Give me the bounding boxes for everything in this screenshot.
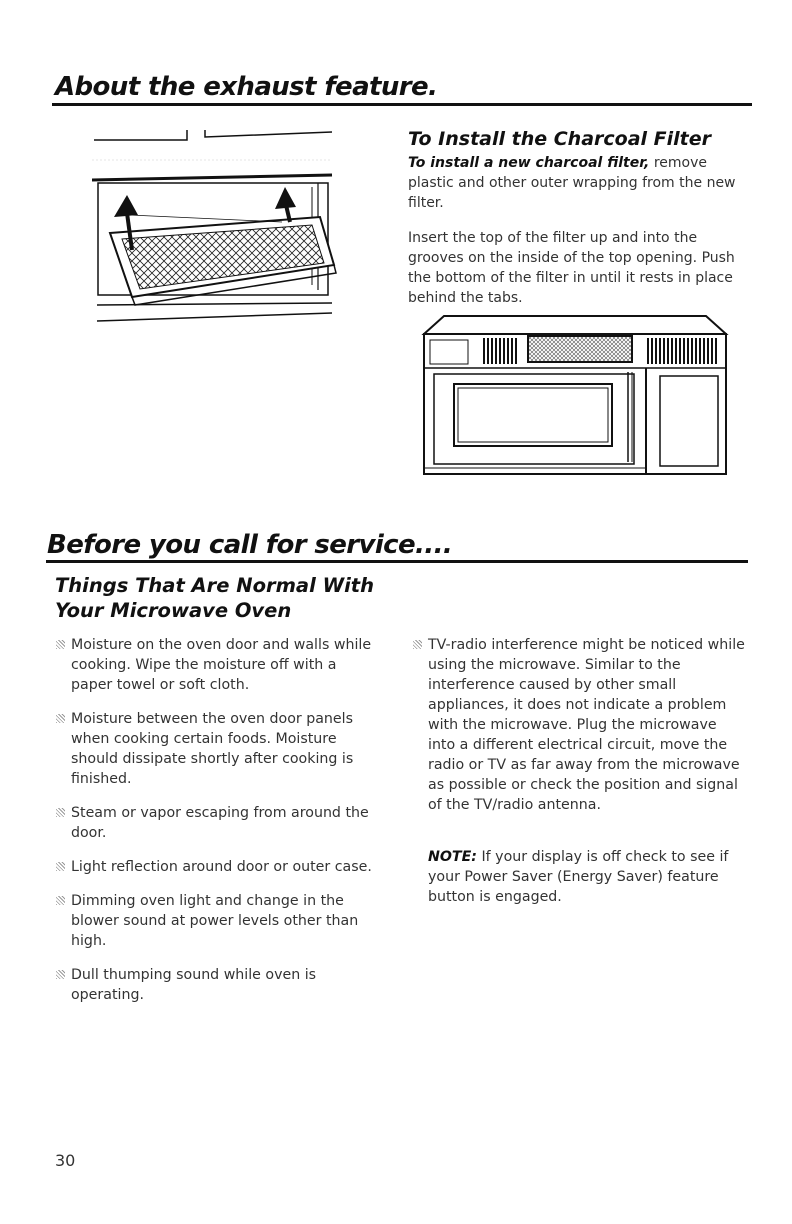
charcoal-filter-illustration — [92, 125, 342, 325]
bullet-icon — [56, 896, 65, 905]
normal-subheading-line-2: Your Microwave Oven — [55, 599, 292, 622]
install-lead: To install a new charcoal filter, — [408, 155, 650, 171]
normal-conditions-list-left — [56, 635, 381, 1019]
page-number: 30 — [55, 1151, 76, 1170]
install-step-2: Insert the top of the filter up and into the grooves on the inside of the top opening. Push the bottom of the filter in until it rests in place behind the tabs. — [408, 230, 735, 306]
list-item: Moisture between the oven door panels when cooking certain foods. Moisture should dissipate shortly after cooking is finished. — [56, 709, 381, 789]
normal-subheading — [55, 573, 374, 623]
normal-conditions-list-right — [413, 635, 748, 829]
section-title-exhaust: About the exhaust feature. — [55, 72, 438, 102]
install-step-1 — [408, 153, 738, 213]
bullet-icon — [56, 640, 65, 649]
normal-subheading-line-1: Things That Are Normal With — [55, 574, 374, 597]
list-item: TV-radio interference might be noticed while using the microwave. Similar to the interference caused by other small appliances, it does not indicate a problem with the microwave. Plug the microwave into a different electrical circuit, move the radio or TV as far away from the microwave as possible or check the position and signal of the TV/radio antenna. — [413, 635, 748, 815]
microwave-illustration — [420, 312, 730, 477]
note-text: If your display is off check to see if your Power Saver (Energy Saver) feature button is engaged. — [428, 849, 729, 905]
list-item: Steam or vapor escaping from around the door. — [56, 803, 381, 843]
bullet-icon — [56, 714, 65, 723]
display-note — [428, 847, 748, 907]
bullet-icon — [56, 808, 65, 817]
list-item: Moisture on the oven door and walls while cooking. Wipe the moisture off with a paper towel or soft cloth. — [56, 635, 381, 695]
install-step-1-text: remove plastic and other outer wrapping from the new filter. — [408, 155, 736, 211]
list-item: Dimming oven light and change in the blower sound at power levels other than high. — [56, 891, 381, 951]
list-item: Light reflection around door or outer case. — [56, 857, 381, 877]
note-label: NOTE: — [428, 849, 477, 865]
section-title-service: Before you call for service.... — [47, 530, 453, 560]
install-heading: To Install the Charcoal Filter — [408, 128, 712, 150]
title-rule — [52, 103, 752, 106]
service-title-rule — [46, 560, 748, 563]
bullet-icon — [56, 970, 65, 979]
bullet-icon — [56, 862, 65, 871]
bullet-icon — [413, 640, 422, 649]
list-item: Dull thumping sound while oven is operating. — [56, 965, 381, 1005]
